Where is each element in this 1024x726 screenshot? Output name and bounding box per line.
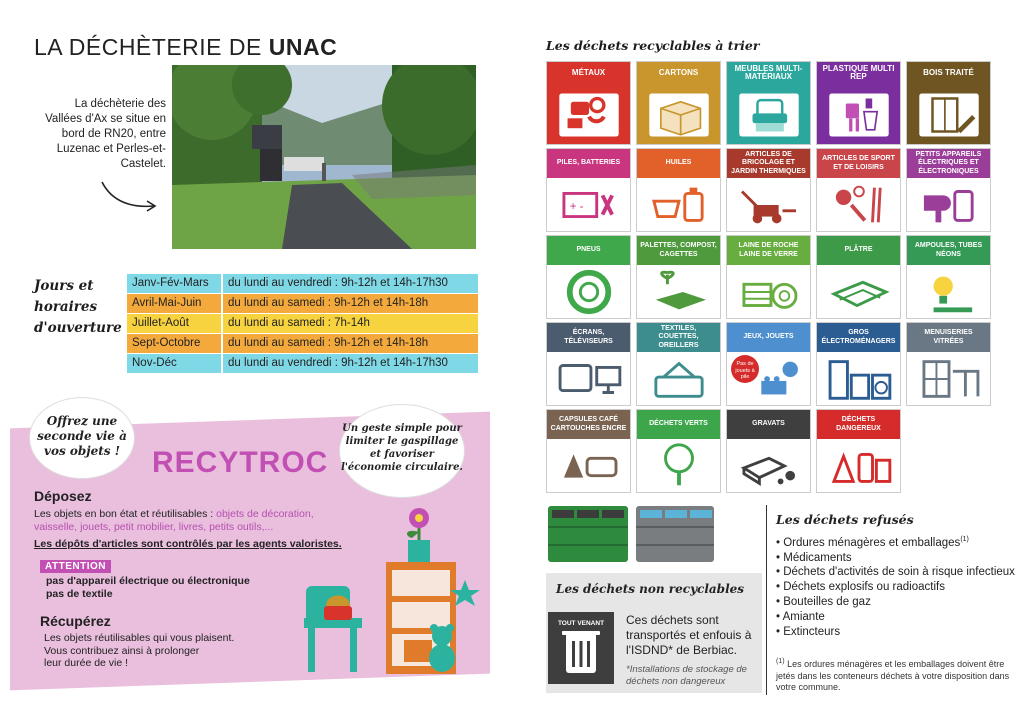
page-title: LA DÉCHÈTERIE DE UNAC	[34, 34, 338, 60]
hours-period: Juillet-Août	[127, 314, 221, 333]
list-item: • Déchets d'activités de soin à risque infectieux	[776, 565, 1016, 580]
waste-tile	[906, 148, 991, 232]
plastic-icon	[817, 84, 900, 145]
waste-tile	[816, 61, 901, 145]
waste-tile	[636, 409, 721, 493]
hours-schedule: du lundi au samedi : 7h-14h	[221, 314, 478, 333]
waste-tile-label: PLÂTRE	[817, 236, 900, 265]
list-item: • Médicaments	[776, 551, 1016, 566]
tree-icon	[637, 439, 720, 493]
waste-tile-label: GROS ÉLECTROMÉNAGERS	[817, 323, 900, 352]
textile-icon	[637, 352, 720, 406]
dechetterie-photo	[172, 65, 476, 249]
deposez-control: Les dépôts d'articles sont contrôlés par les agents valoristes.	[34, 538, 342, 550]
tout-venant-tile	[548, 612, 614, 684]
waste-tile-label: HUILES	[637, 149, 720, 178]
hazard-icon	[817, 439, 900, 493]
sport-icon	[817, 178, 900, 232]
metals-icon	[547, 84, 630, 145]
hours-schedule: du lundi au samedi : 9h-12h et 14h-18h	[221, 334, 478, 353]
oil-icon	[637, 178, 720, 232]
waste-tile-label: GRAVATS	[727, 410, 810, 439]
hours-row	[127, 334, 478, 353]
wardrobe-icon	[907, 84, 990, 145]
waste-tile	[816, 148, 901, 232]
tyre-icon	[547, 265, 630, 319]
list-item: • Bouteilles de gaz	[776, 595, 1016, 610]
waste-tile	[726, 235, 811, 319]
waste-tile-label: JEUX, JOUETS	[727, 323, 810, 352]
waste-tile-label: AMPOULES, TUBES NÉONS	[907, 236, 990, 265]
waste-tile	[636, 61, 721, 145]
waste-tile-label: ARTICLES DE SPORT ET DE LOISIRS	[817, 149, 900, 178]
hours-period: Nov-Déc	[127, 354, 221, 373]
waste-tile	[816, 322, 901, 406]
waste-tile-label: PETITS APPAREILS ÉLECTRIQUES ET ÉLECTRONIQUES	[907, 149, 990, 178]
rubble-icon	[727, 439, 810, 493]
attention-text: pas d'appareil électrique ou électronique pas de textile	[46, 575, 250, 600]
waste-tile	[726, 61, 811, 145]
bulb-icon	[907, 265, 990, 319]
speech-bubble-gesture: Un geste simple pour limiter le gaspillage et favoriser l'économie circulaire.	[340, 405, 464, 497]
hairdryer-icon	[907, 178, 990, 232]
waste-tile	[906, 61, 991, 145]
refused-footnote: $^{(1)}$ Les ordures ménagères et les emballages doivent être jetés dans les conteneurs déchets à votre disposition dans votre commune.	[776, 658, 1010, 692]
waste-tile	[726, 409, 811, 493]
hours-table	[127, 274, 478, 374]
recuperez-text: Les objets réutilisables qui vous plaisent. Vous contribuez ainsi à prolonger leur durée de vie !	[44, 632, 235, 669]
waste-tile	[546, 148, 631, 232]
waste-tile-label: MEUBLES MULTI-MATÉRIAUX	[727, 62, 810, 84]
list-item: • Déchets explosifs ou radioactifs	[776, 580, 1016, 595]
battery-icon	[547, 178, 630, 232]
hours-period: Sept-Octobre	[127, 334, 221, 353]
non-recyclable-note: *Installations de stockage de déchets non dangereux	[626, 664, 747, 687]
speech-bubble-offer: Offrez une seconde vie à vos objets !	[30, 398, 134, 478]
hours-row	[127, 354, 478, 373]
list-item: • Amiante	[776, 610, 1016, 625]
waste-tile	[726, 148, 811, 232]
furniture-illustration-icon	[300, 500, 490, 680]
attention-badge: ATTENTION	[40, 560, 111, 573]
deposez-text: Les objets en bon état et réutilisables : objets de décoration, vaisselle, jouets, petit mobilier, livres, petits outils,...	[34, 508, 314, 533]
tv-icon	[547, 352, 630, 406]
waste-tile-label: CAPSULES CAFÉ CARTOUCHES ENCRE	[547, 410, 630, 439]
non-recyclable-title: Les déchets non recyclables	[556, 582, 745, 596]
waste-tile-label: MÉTAUX	[547, 62, 630, 84]
plaster-icon	[817, 265, 900, 319]
recyclable-title: Les déchets recyclables à trier	[546, 38, 760, 53]
waste-tile-label: PNEUS	[547, 236, 630, 265]
pallet-icon	[637, 265, 720, 319]
hours-title: Jours et horaires d'ouverture	[34, 278, 122, 336]
list-item: • Extincteurs	[776, 625, 1016, 640]
divider	[766, 505, 767, 695]
waste-tile-label: ARTICLES DE BRICOLAGE ET JARDIN THERMIQUES	[727, 149, 810, 178]
hours-schedule: du lundi au samedi : 9h-12h et 14h-18h	[221, 294, 478, 313]
refused-title: Les déchets refusés	[776, 512, 914, 527]
hours-period: Janv-Fév-Mars	[127, 274, 221, 293]
capsule-icon	[547, 439, 630, 493]
trash-can-icon	[548, 627, 614, 677]
hours-period: Avril-Mai-Juin	[127, 294, 221, 313]
mower-icon	[727, 178, 810, 232]
tout-venant-label: TOUT VENANT	[557, 620, 605, 627]
hours-row	[127, 314, 478, 333]
waste-tile-label: PILES, BATTERIES	[547, 149, 630, 178]
waste-tile	[546, 61, 631, 145]
waste-tile	[636, 148, 721, 232]
hours-row	[127, 274, 478, 293]
non-recyclable-text: Ces déchets sont transportés et enfouis à l'ISDND* de Berbiac.	[626, 613, 752, 657]
waste-tile-label: DÉCHETS VERTS	[637, 410, 720, 439]
waste-tile-label: DÉCHETS DANGEREUX	[817, 410, 900, 439]
waste-tile-label: PALETTES, COMPOST, CAGETTES	[637, 236, 720, 265]
waste-tile	[726, 322, 811, 406]
intro-text: La déchèterie des Vallées d'Ax se situe en bord de RN20, entre Luzenac et Perles-et-Castelet.	[45, 98, 166, 170]
appliance-icon	[817, 352, 900, 406]
waste-tile	[816, 409, 901, 493]
hours-schedule: du lundi au vendredi : 9h-12h et 14h-17h30	[221, 274, 478, 293]
deposez-heading: Déposez	[34, 488, 92, 504]
waste-tile	[636, 235, 721, 319]
refused-list	[776, 533, 1016, 639]
waste-tile-label: TEXTILES, COUETTES, OREILLERS	[637, 323, 720, 352]
recuperez-heading: Récupérez	[40, 613, 111, 629]
waste-tile-label: PLASTIQUE MULTI REP	[817, 62, 900, 84]
window-icon	[907, 352, 990, 406]
insulation-icon	[727, 265, 810, 319]
waste-tile-label: BOIS TRAITÉ	[907, 62, 990, 84]
waste-tile-label: MENUISERIES VITRÉES	[907, 323, 990, 352]
box-icon	[637, 84, 720, 145]
list-item: • Ordures ménagères et emballages$^{(1)}$	[776, 533, 1016, 551]
waste-tile-label: ÉCRANS, TÉLÉVISEURS	[547, 323, 630, 352]
waste-tile	[906, 235, 991, 319]
waste-tile	[546, 235, 631, 319]
waste-tile	[636, 322, 721, 406]
waste-tile-label: CARTONS	[637, 62, 720, 84]
waste-tile	[546, 322, 631, 406]
hours-row	[127, 294, 478, 313]
recytroc-title: RECYTROC	[152, 446, 329, 479]
armchair-icon	[727, 84, 810, 145]
hours-schedule: du lundi au vendredi : 9h-12h et 14h-17h30	[221, 354, 478, 373]
svg-text:+ -: + -	[569, 200, 584, 213]
waste-tile-label: LAINE DE ROCHE LAINE DE VERRE	[727, 236, 810, 265]
arrow-icon	[98, 176, 162, 212]
waste-tile	[906, 322, 991, 406]
sorting-bins-icon	[546, 500, 716, 564]
toys-badge: Pas de jouets à pile	[731, 355, 759, 383]
waste-tile	[546, 409, 631, 493]
waste-tile	[816, 235, 901, 319]
